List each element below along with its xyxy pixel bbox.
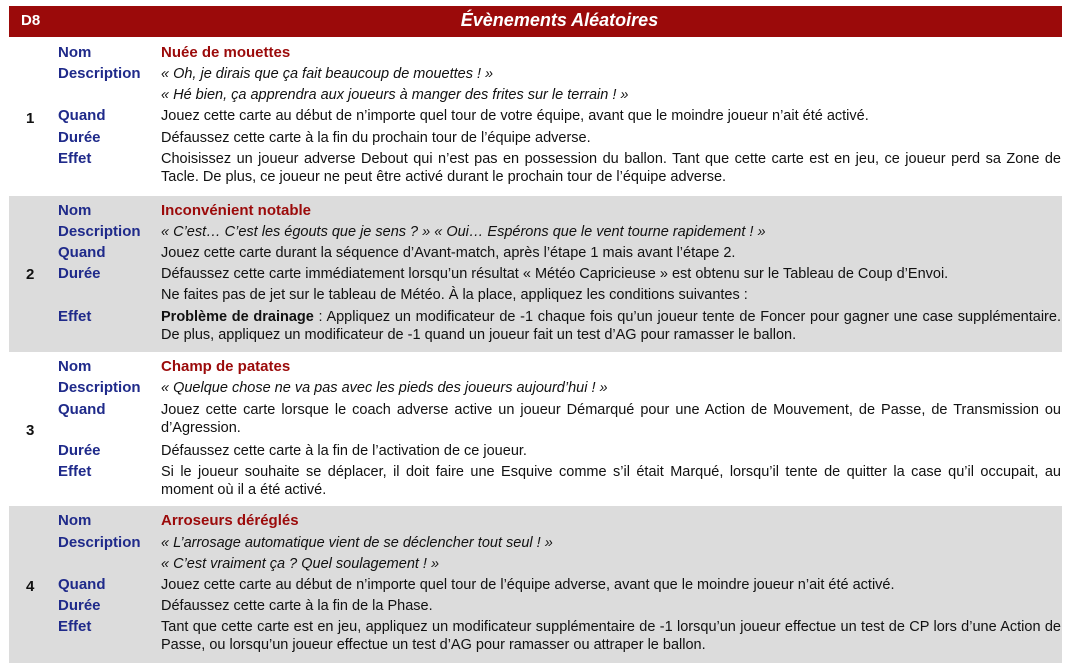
event-number: 2 <box>26 266 35 283</box>
event-effet: Tant que cette carte est en jeu, appliquez un modificateur supplémentaire de -1 lorsqu’un joueur effectue un test de CP lors d’une Action de Passe, ou lorsqu’un joueur effectue un test d’AG pour ramasser ou attraper le ballon. <box>161 619 1061 653</box>
event-description-line-1: « L’arrosage automatique vient de se déclencher tout seul ! » <box>161 535 553 551</box>
label-duree: Durée <box>58 265 101 282</box>
table-title: Évènements Aléatoires <box>460 10 659 30</box>
label-effet: Effet <box>58 150 92 167</box>
event-duree: Défaussez cette carte immédiatement lorsqu’un résultat « Météo Capricieuse » est obtenu sur le Tableau de Coup d’Envoi. <box>161 266 949 282</box>
event-block-1 <box>9 40 1062 192</box>
label-quand: Quand <box>58 401 106 418</box>
table-header <box>9 6 1062 37</box>
event-description-line-2: « Hé bien, ça apprendra aux joueurs à manger des frites sur le terrain ! » <box>161 87 629 103</box>
label-nom: Nom <box>58 44 92 61</box>
event-quand: Jouez cette carte durant la séquence d’Avant-match, après l’étape 1 mais avant l’étape 2. <box>161 245 736 261</box>
event-effet: Si le joueur souhaite se déplacer, il doit faire une Esquive comme s’il était Marqué, lorsqu’il tente de quitter la case qu’il occupait, au moment où il a été activé. <box>161 464 1061 498</box>
label-duree: Durée <box>58 442 101 459</box>
event-effet <box>161 308 1061 344</box>
label-duree: Durée <box>58 129 101 146</box>
event-quand: Jouez cette carte au début de n’importe quel tour de l’équipe adverse, avant que le moindre joueur n’ait été activé. <box>161 577 895 593</box>
label-effet: Effet <box>58 308 92 325</box>
label-description: Description <box>58 379 141 396</box>
label-nom: Nom <box>58 358 92 375</box>
label-nom: Nom <box>58 202 92 219</box>
effet-condition-text: : Appliquez un modificateur de -1 chaque fois qu’un joueur tente de Foncer pour gagner une case supplémentaire. De plus, appliquez un modificateur de -1 quand un joueur fait un test d’AG pour ramasser le ballon. <box>161 309 1061 343</box>
label-quand: Quand <box>58 244 106 261</box>
event-description-line-1: « Quelque chose ne va pas avec les pieds des joueurs aujourd’hui ! » <box>161 380 608 396</box>
event-duree: Défaussez cette carte à la fin de la Phase. <box>161 598 433 614</box>
event-name: Inconvénient notable <box>161 202 312 219</box>
event-quand: Jouez cette carte au début de n’importe quel tour de votre équipe, avant que le moindre joueur n’ait été activé. <box>161 108 869 124</box>
label-duree: Durée <box>58 597 101 614</box>
label-description: Description <box>58 223 141 240</box>
event-duree: Défaussez cette carte à la fin de l’activation de ce joueur. <box>161 443 527 459</box>
event-description-line-1: « Oh, je dirais que ça fait beaucoup de mouettes ! » <box>161 66 494 82</box>
event-description-line-2: « C’est vraiment ça ? Quel soulagement ! » <box>161 556 440 572</box>
label-effet: Effet <box>58 463 92 480</box>
event-quand: Jouez cette carte lorsque le coach adverse active un joueur Démarqué pour une Action de Mouvement, de Passe, de Transmission ou d’Agression. <box>161 402 1061 436</box>
label-description: Description <box>58 65 141 82</box>
event-name: Nuée de mouettes <box>161 44 291 61</box>
die-label: D8 <box>21 12 41 29</box>
event-block-3 <box>9 352 1062 504</box>
event-duree-line-2: Ne faites pas de jet sur le tableau de Météo. À la place, appliquez les conditions suivantes : <box>161 287 748 303</box>
event-description-line-1: « C’est… C’est les égouts que je sens ? » « Oui… Espérons que le vent tourne rapidement ! » <box>161 224 766 240</box>
effet-condition-name: Problème de drainage <box>161 309 314 325</box>
event-block-2 <box>9 196 1062 352</box>
event-effet: Choisissez un joueur adverse Debout qui n’est pas en possession du ballon. Tant que cette carte est en jeu, ce joueur perd sa Zone de Tacle. De plus, ce joueur ne peut être activé durant le prochain tour de l’équipe adverse. <box>161 151 1061 185</box>
event-duree: Défaussez cette carte à la fin du prochain tour de l’équipe adverse. <box>161 130 591 146</box>
event-name: Champ de patates <box>161 358 291 375</box>
label-quand: Quand <box>58 576 106 593</box>
event-number: 3 <box>26 422 35 439</box>
label-effet: Effet <box>58 618 92 635</box>
label-description: Description <box>58 534 141 551</box>
label-quand: Quand <box>58 107 106 124</box>
event-number: 1 <box>26 110 35 127</box>
event-name: Arroseurs déréglés <box>161 512 299 529</box>
event-block-4 <box>9 506 1062 663</box>
event-number: 4 <box>26 578 35 595</box>
label-nom: Nom <box>58 512 92 529</box>
